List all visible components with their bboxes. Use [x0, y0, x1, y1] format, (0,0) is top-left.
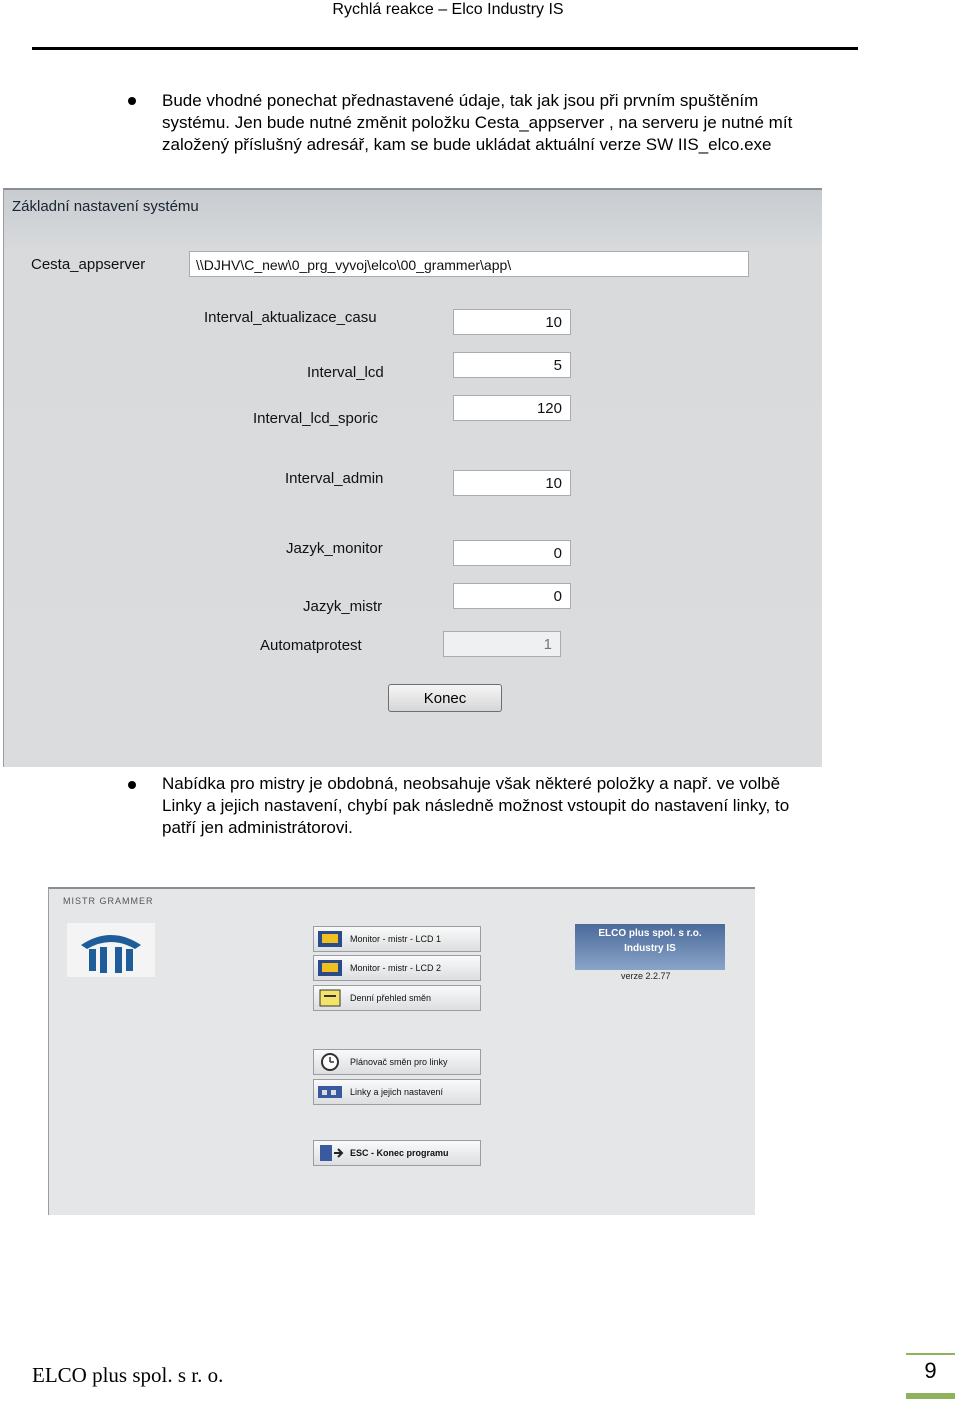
line-settings-icon: [316, 1082, 344, 1102]
settings-window-screenshot: [3, 188, 822, 767]
page-header-title: Rychlá reakce – Elco Industry IS: [332, 1, 564, 18]
badge-company: ELCO plus spol. s r.o.: [598, 928, 702, 939]
menu-label: Monitor - mistr - LCD 2: [350, 963, 442, 973]
paragraph-1-line: Bude vhodné ponechat přednastavené údaje, tak jak jsou při prvním spuštěním: [162, 91, 759, 110]
clock-icon: [316, 1052, 344, 1072]
field-label: Interval_lcd_sporic: [253, 410, 379, 427]
paragraph-1-line: založený příslušný adresář, kam se bude ukládat aktuální verze SW IIS_elco.exe: [162, 135, 772, 154]
menu-label: Linky a jejich nastavení: [350, 1087, 444, 1097]
menu-denni-prehled-button[interactable]: [313, 985, 481, 1011]
monitor-icon: [316, 958, 344, 978]
badge-product: Industry IS: [624, 943, 676, 954]
field-label: Automatprotest: [260, 637, 362, 654]
paragraph-2-line: Linky a jejich nastavení, chybí pak následně možnost vstoupit do nastavení linky, to: [162, 796, 790, 815]
monitor-icon: [316, 929, 344, 949]
settings-window-title: Základní nastavení systému: [12, 198, 199, 215]
interval-lcd-sporic-input[interactable]: 120: [453, 395, 571, 421]
menu-label: Denní přehled směn: [350, 993, 432, 1003]
paragraph-2-line: patří jen administrátorovi.: [162, 818, 353, 837]
appserver-label: Cesta_appserver: [31, 256, 146, 273]
bullet-1: [128, 97, 136, 105]
menu-monitor-lcd2-button[interactable]: [313, 955, 481, 981]
jazyk-mistr-input[interactable]: 0: [453, 583, 571, 609]
field-label: Interval_aktualizace_casu: [204, 309, 377, 326]
mistr-menu-screenshot: [48, 887, 755, 1215]
menu-linky-button[interactable]: [313, 1079, 481, 1105]
menu-esc-konec-button[interactable]: [313, 1140, 481, 1166]
elco-industry-badge: [575, 924, 725, 970]
paragraph-2: [162, 773, 882, 839]
exit-door-icon: [316, 1143, 344, 1163]
field-label: Interval_admin: [285, 470, 384, 487]
header-rule: [32, 47, 858, 50]
bullet-2: [128, 781, 136, 789]
grammer-logo: [67, 923, 155, 977]
interval-admin-input[interactable]: 10: [453, 470, 571, 496]
paragraph-1-line: systému. Jen bude nutné změnit položku Cesta_appserver , na serveru je nutné mít: [162, 113, 793, 132]
interval-lcd-input[interactable]: 5: [453, 352, 571, 378]
paragraph-1: [162, 90, 862, 156]
page-number: 9: [924, 1358, 937, 1383]
automatprotest-input: 1: [443, 631, 561, 657]
field-label: Jazyk_mistr: [303, 598, 383, 615]
menu-label: ESC - Konec programu: [350, 1148, 449, 1158]
menu-label: Plánovač směn pro linky: [350, 1057, 448, 1067]
version-label: verze 2.2.77: [621, 971, 671, 981]
footer-rule: [906, 1353, 955, 1355]
report-icon: [316, 988, 344, 1008]
field-label: Jazyk_monitor: [286, 540, 383, 557]
konec-button[interactable]: Konec: [388, 684, 502, 712]
menu-monitor-lcd1-button[interactable]: [313, 926, 481, 952]
field-label: Interval_lcd: [307, 364, 384, 381]
appserver-input[interactable]: \\DJHV\C_new\0_prg_vyvoj\elco\00_grammer\app\: [189, 251, 749, 277]
jazyk-monitor-input[interactable]: 0: [453, 540, 571, 566]
mistr-window-title: MISTR GRAMMER: [63, 896, 154, 906]
interval-aktualizace-input[interactable]: 10: [453, 309, 571, 335]
menu-planovac-button[interactable]: [313, 1049, 481, 1075]
paragraph-2-line: Nabídka pro mistry je obdobná, neobsahuje však některé položky a např. ve volbě: [162, 774, 781, 793]
footer-company: ELCO plus spol. s r. o.: [32, 1363, 224, 1387]
footer-rule: [906, 1393, 955, 1399]
menu-label: Monitor - mistr - LCD 1: [350, 934, 442, 944]
